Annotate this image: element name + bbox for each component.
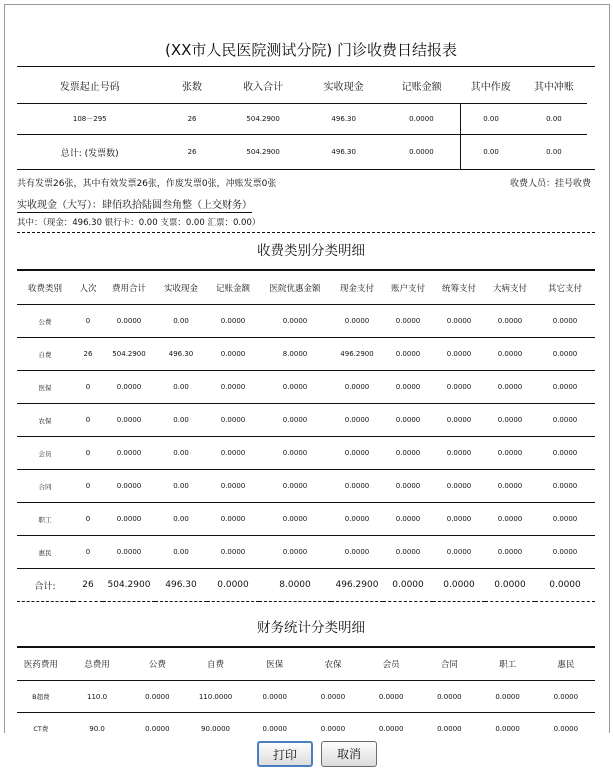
category-cell: 合同 — [17, 470, 73, 503]
table-cell: 0.0000 — [433, 305, 485, 338]
table-cell: 504.2900 — [222, 135, 305, 170]
category-cell: CT费 — [17, 713, 65, 734]
table-row — [17, 437, 595, 470]
table-cell: 0.0000 — [433, 470, 485, 503]
table-cell: 0.0000 — [485, 437, 535, 470]
table-cell: 0.0000 — [420, 681, 478, 713]
table-cell: 0.0000 — [331, 305, 383, 338]
total-cell: 8.0000 — [259, 569, 331, 602]
cashier-label: 收费人员：挂号收费 — [509, 179, 591, 189]
column-header: 其它支付 — [547, 283, 582, 294]
total-cell: 合计: — [17, 569, 73, 602]
report-title: (XX市人民医院测试分院) 门诊收费日结报表 — [164, 41, 458, 59]
total-cell: 26 — [73, 569, 103, 602]
table-cell: 0.0000 — [383, 104, 461, 135]
table-cell: 8.0000 — [259, 338, 331, 371]
table-cell: 0.0000 — [383, 338, 433, 371]
table-cell: 0.0000 — [383, 503, 433, 536]
table-cell: 0.0000 — [103, 305, 155, 338]
table-cell: 0.00 — [461, 104, 521, 135]
table-cell: 0.0000 — [535, 404, 595, 437]
table-cell: 0.00 — [521, 104, 587, 135]
table-cell: 0.0000 — [535, 338, 595, 371]
table-cell: 0.0000 — [433, 371, 485, 404]
column-header: 人次 — [79, 283, 97, 294]
table-cell: 110.0000 — [185, 681, 245, 713]
table-cell: 0.0000 — [478, 713, 536, 734]
table-row — [17, 371, 595, 404]
table-cell: 0.0000 — [485, 404, 535, 437]
cancel-button[interactable]: 取消 — [321, 741, 377, 767]
category-cell: 惠民 — [17, 536, 73, 569]
table-cell: 0.0000 — [535, 503, 595, 536]
total-cell: 0.0000 — [535, 569, 595, 602]
column-header: 其中作废 — [470, 81, 511, 93]
table-cell: 0.00 — [521, 135, 587, 170]
fee-category-title: 收费类别分类明细 — [257, 243, 365, 259]
table-cell: 0.0000 — [433, 536, 485, 569]
cash-detail: 其中：（现金：496.30 银行卡：0.00 支票：0.00 汇票：0.00） — [17, 218, 261, 228]
table-cell: 0.0000 — [478, 681, 536, 713]
table-cell: 0.0000 — [383, 135, 461, 170]
table-cell: 0.0000 — [383, 404, 433, 437]
column-header: 其中冲账 — [533, 81, 574, 93]
table-cell: 0.0000 — [362, 681, 420, 713]
total-cell: 496.30 — [155, 569, 207, 602]
table-row — [17, 536, 595, 569]
table-row — [17, 404, 595, 437]
table-cell: 0.0000 — [537, 681, 595, 713]
column-header: 医药费用 — [23, 660, 58, 670]
table-cell: 496.30 — [155, 338, 207, 371]
table-cell: 0 — [73, 305, 103, 338]
table-cell: 0.0000 — [207, 338, 259, 371]
table-cell: 0.0000 — [103, 536, 155, 569]
total-cell: 0.0000 — [207, 569, 259, 602]
table-cell: 0.0000 — [433, 503, 485, 536]
finance-stats-title: 财务统计分类明细 — [257, 620, 365, 636]
column-header: 统筹支付 — [441, 283, 476, 294]
table-cell: 0.0000 — [383, 437, 433, 470]
total-cell: 0.0000 — [433, 569, 485, 602]
table-row — [17, 681, 595, 713]
table-cell: 504.2900 — [222, 104, 305, 135]
table-cell: 0.00 — [155, 470, 207, 503]
table-cell: 0.0000 — [103, 503, 155, 536]
table-cell: 0.0000 — [129, 681, 185, 713]
table-cell: 0.0000 — [362, 713, 420, 734]
table-cell: 0.0000 — [207, 371, 259, 404]
table-cell: 0.0000 — [259, 437, 331, 470]
table-cell: 0.0000 — [535, 371, 595, 404]
table-cell: 0.0000 — [537, 713, 595, 734]
total-cell: 496.2900 — [331, 569, 383, 602]
column-header: 记账金额 — [215, 283, 250, 294]
table-cell: 0.0000 — [433, 437, 485, 470]
invoice-total-row — [17, 135, 587, 170]
table-cell: 0.0000 — [259, 305, 331, 338]
total-cell: 0.0000 — [383, 569, 433, 602]
table-cell: 0 — [73, 470, 103, 503]
table-cell: 0.0000 — [246, 681, 304, 713]
column-header: 职工 — [499, 660, 517, 670]
table-cell: 0.0000 — [207, 470, 259, 503]
table-cell: 总计: (发票数) — [17, 135, 163, 170]
table-cell: 0.0000 — [259, 404, 331, 437]
report-frame[interactable] — [4, 4, 610, 733]
finance-stats-table — [17, 648, 595, 733]
table-cell: 0.00 — [155, 305, 207, 338]
button-bar — [0, 732, 613, 774]
total-cell: 504.2900 — [103, 569, 155, 602]
table-cell: 0.00 — [155, 404, 207, 437]
fee-category-table — [17, 271, 595, 602]
total-row — [17, 569, 595, 602]
table-cell: 0.0000 — [207, 404, 259, 437]
category-cell: 会员 — [17, 437, 73, 470]
table-cell: 90.0 — [65, 713, 129, 734]
table-cell: 0.0000 — [207, 437, 259, 470]
table-cell: 0.00 — [155, 437, 207, 470]
total-cell: 0.0000 — [485, 569, 535, 602]
table-cell: 0 — [73, 503, 103, 536]
column-header: 农保 — [324, 660, 342, 670]
table-cell: 0.0000 — [103, 437, 155, 470]
table-cell: 0.0000 — [246, 713, 304, 734]
table-cell: 108－295 — [17, 104, 163, 135]
table-cell: 0 — [73, 437, 103, 470]
table-cell: 0.0000 — [259, 503, 331, 536]
column-header: 实收现金 — [323, 81, 364, 93]
print-button[interactable]: 打印 — [257, 741, 313, 767]
invoice-summary — [17, 170, 605, 198]
table-row — [17, 713, 595, 734]
column-header: 账户支付 — [390, 283, 425, 294]
table-cell: 0.00 — [155, 371, 207, 404]
table-cell: 0.0000 — [485, 503, 535, 536]
table-cell: 0.0000 — [383, 536, 433, 569]
table-row — [17, 338, 595, 371]
column-header: 现金支付 — [339, 283, 374, 294]
table-cell: 0.0000 — [383, 371, 433, 404]
table-cell: 0.0000 — [331, 536, 383, 569]
table-cell: 0.0000 — [331, 371, 383, 404]
table-cell: 0.0000 — [207, 305, 259, 338]
table-cell: 0.0000 — [103, 404, 155, 437]
table-cell: 0.0000 — [129, 713, 185, 734]
table-cell: 0.0000 — [207, 503, 259, 536]
column-header: 收入合计 — [243, 81, 284, 93]
category-cell: 公费 — [17, 305, 73, 338]
table-cell: 0.0000 — [207, 536, 259, 569]
column-header: 记账金额 — [401, 81, 442, 93]
column-header: 费用合计 — [111, 283, 146, 294]
table-cell: 26 — [163, 135, 222, 170]
invoice-table — [17, 67, 587, 169]
fee-category-header — [17, 271, 595, 305]
finance-stats-header — [17, 648, 595, 681]
table-row — [17, 470, 595, 503]
invoice-table-header — [17, 67, 587, 104]
column-header: 实收现金 — [163, 283, 198, 294]
column-header: 自费 — [207, 660, 225, 670]
category-cell: 医保 — [17, 371, 73, 404]
table-cell: 496.2900 — [331, 338, 383, 371]
table-cell: 0.0000 — [485, 536, 535, 569]
column-header: 总费用 — [84, 660, 110, 670]
table-cell: 0.0000 — [535, 470, 595, 503]
table-cell: 0.0000 — [485, 371, 535, 404]
table-row — [17, 503, 595, 536]
table-cell: 0.0000 — [331, 470, 383, 503]
table-cell: 0.0000 — [485, 305, 535, 338]
table-cell: 0.0000 — [383, 470, 433, 503]
column-header: 合同 — [440, 660, 458, 670]
table-cell: 0.0000 — [331, 437, 383, 470]
table-cell: 0.00 — [155, 536, 207, 569]
column-header: 收费类别 — [27, 283, 62, 294]
table-cell: 90.0000 — [185, 713, 245, 734]
table-cell: 0.0000 — [259, 371, 331, 404]
table-cell: 0.0000 — [103, 371, 155, 404]
table-cell: 0.0000 — [420, 713, 478, 734]
table-cell: 0.0000 — [331, 503, 383, 536]
category-cell: 自费 — [17, 338, 73, 371]
category-cell: 职工 — [17, 503, 73, 536]
column-header: 张数 — [182, 81, 203, 93]
table-cell: 0.0000 — [485, 338, 535, 371]
table-cell: 0.0000 — [383, 305, 433, 338]
summary-text: 共有发票26张，其中有效发票26张，作废发票0张，冲账发票0张 — [17, 179, 277, 189]
table-cell: 0.0000 — [433, 404, 485, 437]
table-cell: 0.0000 — [304, 681, 362, 713]
table-cell: 0.0000 — [485, 470, 535, 503]
cash-uppercase — [17, 198, 605, 216]
column-header: 医保 — [266, 660, 284, 670]
table-cell: 496.30 — [305, 104, 383, 135]
category-cell: 农保 — [17, 404, 73, 437]
table-cell: 0.0000 — [304, 713, 362, 734]
table-cell: 0.0000 — [331, 404, 383, 437]
column-header: 公费 — [148, 660, 166, 670]
report-content — [5, 39, 605, 733]
table-cell: 0.00 — [461, 135, 521, 170]
column-header: 医院优惠金额 — [269, 283, 321, 294]
table-cell: 26 — [163, 104, 222, 135]
table-cell: 0.0000 — [259, 470, 331, 503]
table-cell: 0.0000 — [259, 536, 331, 569]
table-cell: 0 — [73, 536, 103, 569]
table-cell: 26 — [73, 338, 103, 371]
table-cell: 0 — [73, 404, 103, 437]
column-header: 大病支付 — [492, 283, 527, 294]
cash-uppercase-text: 实收现金（大写）：肆佰玖拾陆圆叁角整（上交财务） — [17, 200, 252, 211]
table-cell: 0.0000 — [535, 437, 595, 470]
table-cell: 0.00 — [155, 503, 207, 536]
table-cell: 110.0 — [65, 681, 129, 713]
table-cell: 504.2900 — [103, 338, 155, 371]
table-cell: 0 — [73, 371, 103, 404]
category-cell: B超费 — [17, 681, 65, 713]
table-cell: 0.0000 — [535, 305, 595, 338]
table-cell: 496.30 — [305, 135, 383, 170]
column-header: 发票起止号码 — [59, 81, 120, 93]
table-cell: 0.0000 — [433, 338, 485, 371]
column-header: 惠民 — [557, 660, 575, 670]
table-cell: 0.0000 — [103, 470, 155, 503]
column-header: 会员 — [382, 660, 400, 670]
table-cell: 0.0000 — [535, 536, 595, 569]
invoice-row — [17, 104, 587, 135]
table-row — [17, 305, 595, 338]
